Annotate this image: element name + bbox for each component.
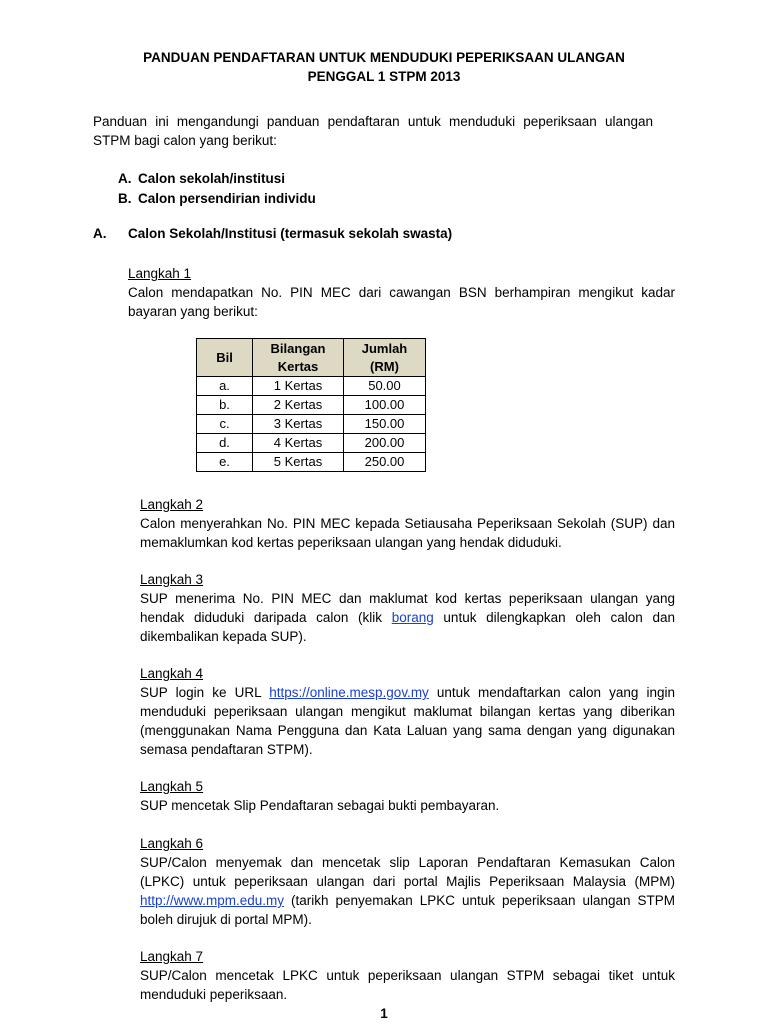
step-7	[140, 947, 675, 1004]
step-1	[128, 264, 675, 321]
table-cell: 1 Kertas	[253, 377, 344, 396]
table-cell: 250.00	[344, 453, 426, 472]
table-row	[197, 434, 426, 453]
step-text-after: (tarikh penyemakan LPKC untuk peperiksaan ulangan STPM boleh dirujuk di portal MPM).	[140, 893, 675, 927]
document-title-line-1: PANDUAN PENDAFTARAN UNTUK MENDUDUKI PEPERIKSAAN ULANGAN	[143, 50, 625, 65]
step-2	[140, 495, 675, 552]
step-text-before: SUP login ke URL	[140, 685, 270, 700]
list-item-label: B.	[118, 191, 132, 206]
step-3	[140, 570, 675, 646]
section-a-heading	[93, 226, 452, 241]
step-title: Langkah 6	[140, 836, 204, 851]
step-title: Langkah 5	[140, 779, 204, 794]
table-cell: c.	[197, 415, 253, 434]
table-header-cell: Bil	[197, 339, 253, 377]
table-cell: 100.00	[344, 396, 426, 415]
step-title: Langkah 2	[140, 497, 204, 512]
step-text: SUP mencetak Slip Pendaftaran sebagai bukti pembayaran.	[140, 798, 500, 813]
table-header-cell: Bilangan Kertas	[253, 339, 344, 377]
document-title-line-2: PENGGAL 1 STPM 2013	[307, 69, 461, 84]
table-cell: 4 Kertas	[253, 434, 344, 453]
table-row	[197, 453, 426, 472]
step-4	[140, 664, 675, 759]
step-title: Langkah 1	[128, 266, 192, 281]
step-text-before: SUP/Calon menyemak dan mencetak slip Laporan Pendaftaran Kemasukan Calon (LPKC) untuk peperiksaan ulangan dari portal Majlis Peperiksaan Malaysia (MPM)	[140, 855, 675, 889]
step-text: Calon menyerahkan No. PIN MEC kepada Setiausaha Peperiksaan Sekolah (SUP) dan memaklumkan kod kertas peperiksaan ulangan yang hendak diduduki.	[140, 516, 675, 550]
table-row	[197, 396, 426, 415]
table-header-cell: Jumlah (RM)	[344, 339, 426, 377]
table-cell: d.	[197, 434, 253, 453]
section-title: Calon Sekolah/Institusi (termasuk sekolah swasta)	[128, 226, 453, 241]
intro-paragraph: Panduan ini mengandungi panduan pendaftaran untuk menduduki peperiksaan ulangan STPM bagi calon yang berikut:	[93, 114, 653, 148]
table-row	[197, 415, 426, 434]
step-6	[140, 834, 675, 929]
borang-link[interactable]: borang	[391, 610, 434, 625]
step-text-after: untuk mendaftarkan calon yang ingin menduduki peperiksaan ulangan mengikut maklumat bilangan kertas yang diberikan (menggunakan Nama Pengguna dan Kata Laluan yang sama dengan yang digunakan semasa pendaftaran STPM).	[140, 685, 675, 757]
step-text-after: untuk dilengkapkan oleh calon dan dikembalikan kepada SUP).	[140, 610, 675, 644]
list-item	[118, 169, 316, 189]
table-cell: b.	[197, 396, 253, 415]
table-cell: 150.00	[344, 415, 426, 434]
step-title: Langkah 4	[140, 666, 204, 681]
step-text: Calon mendapatkan No. PIN MEC dari cawangan BSN berhampiran mengikut kadar bayaran yang berikut:	[128, 285, 675, 319]
list-item-text: Calon sekolah/institusi	[138, 171, 286, 186]
table-cell: 50.00	[344, 377, 426, 396]
step-title: Langkah 3	[140, 572, 204, 587]
mpm-url-link[interactable]: http://www.mpm.edu.my	[140, 893, 285, 908]
step-text-before: SUP menerima No. PIN MEC dan maklumat kod kertas peperiksaan ulangan yang hendak diduduki daripada calon (klik	[140, 591, 675, 625]
fee-table	[196, 338, 426, 472]
table-header-row	[197, 339, 426, 377]
category-list	[118, 169, 316, 209]
table-cell: a.	[197, 377, 253, 396]
list-item-label: A.	[118, 171, 132, 186]
list-item-text: Calon persendirian individu	[138, 191, 316, 206]
table-cell: e.	[197, 453, 253, 472]
table-cell: 3 Kertas	[253, 415, 344, 434]
step-text: SUP/Calon mencetak LPKC untuk peperiksaan ulangan STPM sebagai tiket untuk menduduki peperiksaan.	[140, 968, 675, 1002]
table-cell: 5 Kertas	[253, 453, 344, 472]
table-cell: 200.00	[344, 434, 426, 453]
table-row	[197, 377, 426, 396]
table-cell: 2 Kertas	[253, 396, 344, 415]
step-title: Langkah 7	[140, 949, 204, 964]
section-label: A.	[93, 226, 107, 241]
step-5	[140, 777, 675, 815]
list-item	[118, 189, 316, 209]
page-number: 1	[380, 1006, 388, 1021]
mesp-url-link[interactable]: https://online.mesp.gov.my	[269, 685, 429, 700]
